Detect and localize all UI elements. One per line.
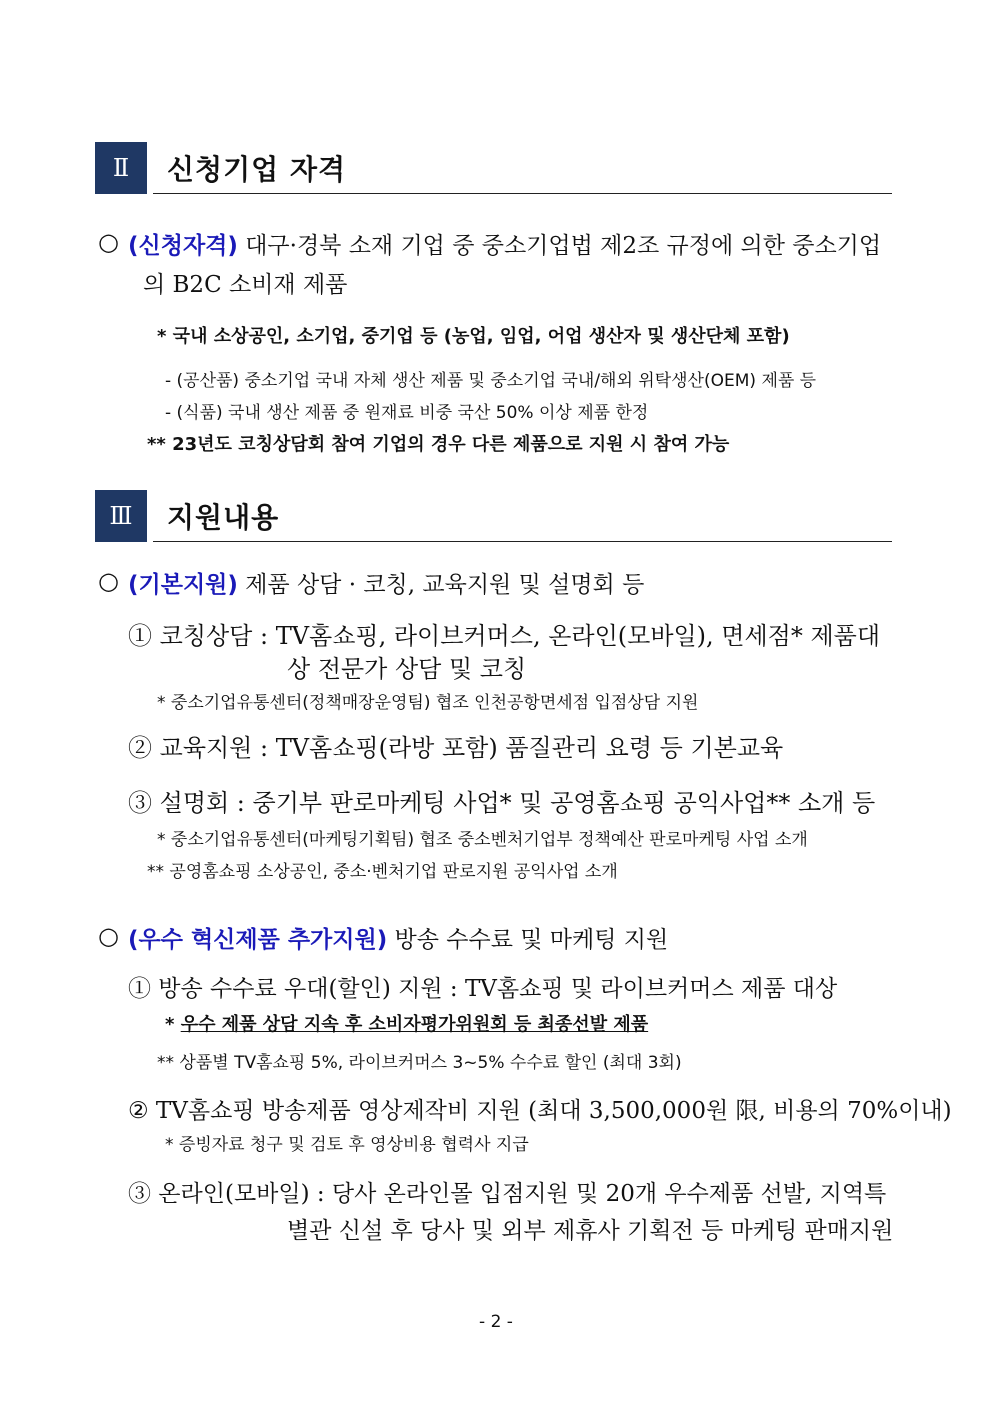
item-online-line-1: ③ 온라인(모바일) : 당사 온라인몰 입점지원 및 20개 우수제품 선발, 지역특 xyxy=(128,1181,887,1207)
section-title: 신청기업 자격 xyxy=(167,153,347,186)
qualification-line-1 xyxy=(128,227,881,260)
section-number: Ⅱ xyxy=(95,142,147,194)
note-previous-participants: ** 23년도 코칭상담회 참여 기업의 경우 다른 제품으로 지원 시 참여 가능 xyxy=(147,434,730,455)
section-title: 지원내용 xyxy=(167,501,280,534)
note-underlined: 우수 제품 상담 지속 후 소비자평가위원회 등 최종선발 제품 xyxy=(180,1014,649,1035)
note-briefing-2: ** 공영홈쇼핑 소상공인, 중소·벤처기업 판로지원 공익사업 소개 xyxy=(147,862,618,882)
section-rule xyxy=(153,193,892,195)
note-star: * xyxy=(165,1014,181,1035)
note-video-production: * 증빙자료 청구 및 검토 후 영상비용 협력사 지급 xyxy=(165,1135,529,1155)
item-briefing: ③ 설명회 : 중기부 판로마케팅 사업* 및 공영홈쇼핑 공익사업** 소개 등 xyxy=(128,789,876,817)
basic-support-line xyxy=(128,566,644,599)
section-2-header xyxy=(95,142,892,194)
note-eligible-types: * 국내 소상공인, 소기업, 중기업 등 (농업, 임업, 어업 생산자 및 생산단체 포함) xyxy=(157,326,790,347)
note-briefing-1: * 중소기업유통센터(마케팅기획팀) 협조 중소벤처기업부 정책예산 판로마케팅 사업 소개 xyxy=(157,830,808,850)
bullet-circle: ○ xyxy=(98,228,119,256)
qualification-line-2: 의 B2C 소비재 제품 xyxy=(143,272,348,298)
extra-support-line xyxy=(128,921,668,954)
extra-support-label: (우수 혁신제품 추가지원) xyxy=(128,927,388,953)
note-coaching: * 중소기업유통센터(정책매장운영팀) 협조 인천공항면세점 입점상담 지원 xyxy=(157,693,699,713)
item-coaching-line-1: ① 코칭상담 : TV홈쇼핑, 라이브커머스, 온라인(모바일), 면세점* 제품대 xyxy=(128,622,881,650)
note-industrial-goods: - (공산품) 중소기업 국내 자체 생산 제품 및 중소기업 국내/해외 위탁생산(OEM) 제품 등 xyxy=(165,371,817,391)
item-education: ② 교육지원 : TV홈쇼핑(라방 포함) 품질관리 요령 등 기본교육 xyxy=(128,734,784,762)
section-rule xyxy=(153,541,892,543)
note-food: - (식품) 국내 생산 제품 중 원재료 비중 국산 50% 이상 제품 한정 xyxy=(165,403,649,423)
basic-support-text: 제품 상담 · 코칭, 교육지원 및 설명회 등 xyxy=(237,572,645,598)
item-fee-discount: ① 방송 수수료 우대(할인) 지원 : TV홈쇼핑 및 라이브커머스 제품 대상 xyxy=(128,976,838,1002)
bullet-extra-support xyxy=(98,922,119,950)
section-3-header xyxy=(95,490,892,542)
bullet-circle: ○ xyxy=(98,922,119,950)
item-coaching-line-2: 상 전문가 상담 및 코칭 xyxy=(287,655,527,683)
bullet-circle: ○ xyxy=(98,567,119,595)
qualification-text: 대구·경북 소재 기업 중 중소기업법 제2조 규정에 의한 중소기업 xyxy=(237,233,882,259)
note-fee-discount-1 xyxy=(165,1010,648,1036)
basic-support-label: (기본지원) xyxy=(128,572,238,598)
extra-support-text: 방송 수수료 및 마케팅 지원 xyxy=(387,927,669,953)
bullet-basic-support xyxy=(98,567,119,595)
section-number: Ⅲ xyxy=(95,490,147,542)
bullet-qualification xyxy=(98,228,119,256)
qualification-label: (신청자격) xyxy=(128,233,238,259)
note-fee-discount-2: ** 상품별 TV홈쇼핑 5%, 라이브커머스 3~5% 수수료 할인 (최대 3회) xyxy=(157,1053,682,1073)
item-online-line-2: 별관 신설 후 당사 및 외부 제휴사 기획전 등 마케팅 판매지원 xyxy=(287,1218,894,1244)
page-number: - 2 - xyxy=(479,1312,513,1332)
item-video-production: ② TV홈쇼핑 방송제품 영상제작비 지원 (최대 3,500,000원 限, 비용의 70%이내) xyxy=(128,1098,952,1124)
